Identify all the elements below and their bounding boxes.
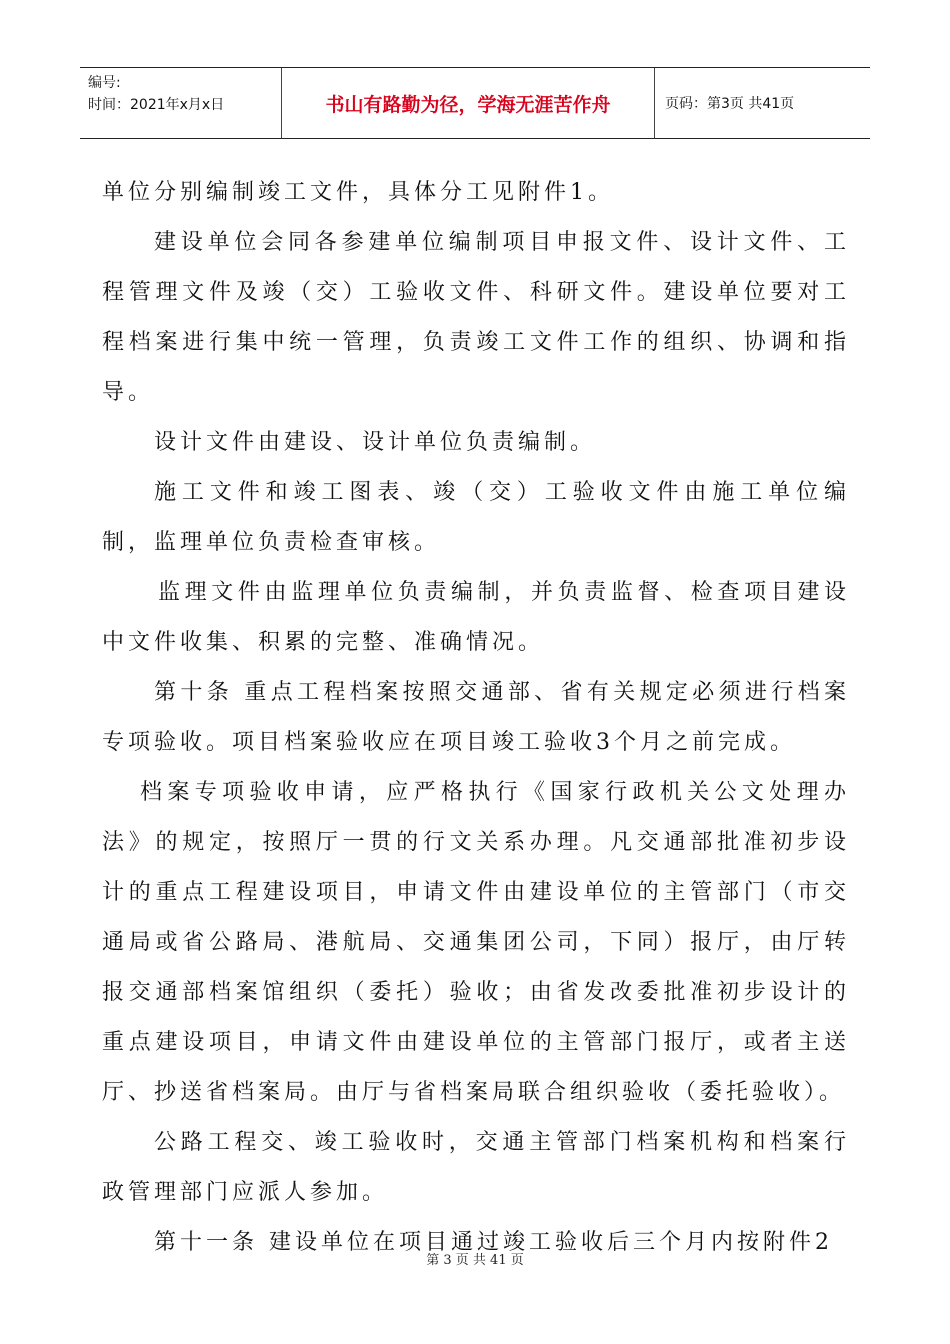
time-label: 时间：2021年x月x日	[88, 97, 225, 113]
paragraph: 公路工程交、竣工验收时，交通主管部门档案机构和档案行政管理部门应派人参加。	[102, 1130, 850, 1205]
paragraph: 监理文件由监理单位负责编制，并负责监督、检查项目建设中文件收集、积累的完整、准确情况。	[102, 580, 850, 655]
page-footer: 第 3 页 共 41 页	[426, 1253, 524, 1268]
header-motto: 书山有路勤为径，学海无涯苦作舟	[282, 68, 655, 138]
number-label: 编号:	[88, 75, 121, 91]
paragraph: 建设单位会同各参建单位编制项目申报文件、设计文件、工程管理文件及竣（交）工验收文件、科研文件。建设单位要对工程档案进行集中统一管理，负责竣工文件工作的组织、协调和指导。	[102, 230, 850, 405]
document-header	[80, 67, 870, 139]
paragraph: 第十一条 建设单位在项目通过竣工验收后三个月内按附件2	[154, 1230, 833, 1255]
paragraph: 单位分别编制竣工文件，具体分工见附件1。	[102, 180, 614, 205]
paragraph: 第十条 重点工程档案按照交通部、省有关规定必须进行档案专项验收。项目档案验收应在项目竣工验收3个月之前完成。	[102, 680, 850, 755]
document-body	[102, 168, 850, 1268]
paragraph: 设计文件由建设、设计单位负责编制。	[154, 430, 597, 455]
header-meta	[80, 68, 282, 138]
paragraph: 施工文件和竣工图表、竣（交）工验收文件由施工单位编制，监理单位负责检查审核。	[102, 480, 850, 555]
paragraph: 档案专项验收申请，应严格执行《国家行政机关公文处理办法》的规定，按照厅一贯的行文关系办理。凡交通部批准初步设计的重点工程建设项目，申请文件由建设单位的主管部门（市交通局或省公路局、港航局、交通集团公司，下同）报厅，由厅转报交通部档案馆组织（委托）验收；由省发改委批准初步设计的重点建设项目，申请文件由建设单位的主管部门报厅，或者主送厅、抄送省档案局。由厅与省档案局联合组织验收（委托验收）。	[102, 780, 850, 1105]
header-page-number: 页码：第3页 共41页	[665, 96, 795, 112]
